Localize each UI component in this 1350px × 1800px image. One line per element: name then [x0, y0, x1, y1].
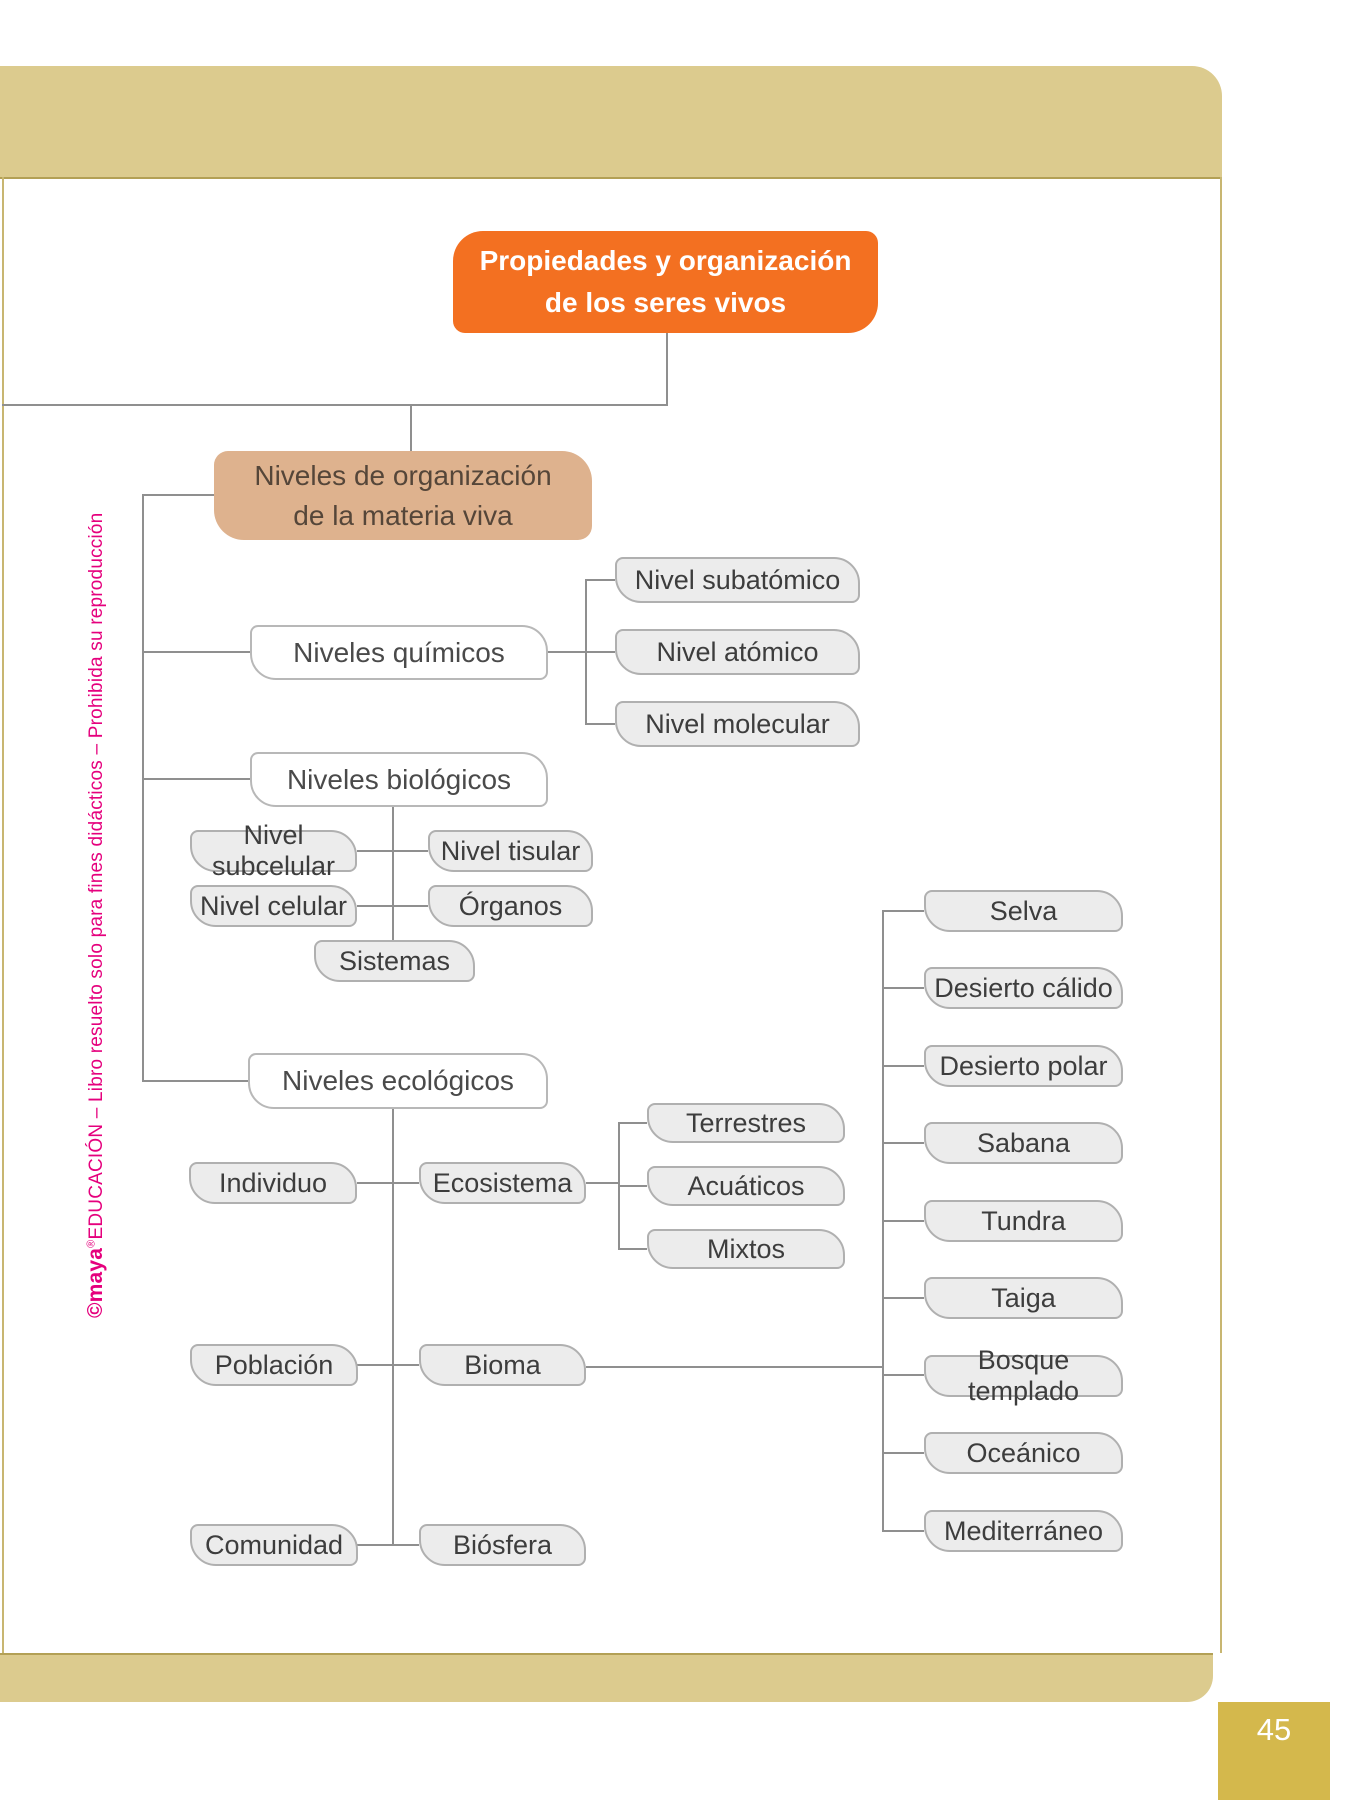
label-ecosistema: Ecosistema [432, 1167, 573, 1198]
node-niveles-biologicos [250, 752, 548, 807]
node-selva [924, 890, 1123, 932]
node-nivel-subcelular [190, 820, 357, 881]
connector [548, 651, 585, 653]
watermark-text: EDUCACIÓN – Libro resuelto solo para fines didácticos – Prohibida su reproducción [86, 512, 107, 1240]
connector [142, 651, 250, 653]
connector [357, 1182, 419, 1184]
label-poblacion: Población [214, 1349, 334, 1380]
label-desierto-polar: Desierto polar [939, 1050, 1108, 1081]
label-bioma: Bioma [464, 1349, 541, 1380]
node-nivel-molecular [615, 701, 860, 747]
connector [882, 1220, 924, 1222]
node-sabana [924, 1122, 1123, 1164]
connector [2, 404, 668, 406]
label-sistemas: Sistemas [338, 945, 451, 976]
connector [585, 579, 615, 581]
node-individuo [189, 1162, 357, 1204]
node-ecosistema [419, 1162, 586, 1204]
connector [882, 1452, 924, 1454]
node-taiga [924, 1277, 1123, 1319]
label-biosfera: Biósfera [452, 1529, 553, 1560]
node-organos [428, 885, 593, 927]
page-number: 45 [1218, 1702, 1330, 1800]
label-nivel-celular: Nivel celular [199, 890, 348, 921]
connector [882, 1530, 924, 1532]
node-terrestres [647, 1103, 845, 1143]
page-border-right [1220, 177, 1222, 1653]
connector [142, 494, 214, 496]
node-mediterraneo [924, 1510, 1123, 1552]
connector [882, 1142, 924, 1144]
label-niveles-quimicos: Niveles químicos [293, 636, 505, 668]
root-title-line2: de los seres vivos [544, 287, 787, 318]
node-desierto-calido [924, 967, 1123, 1009]
label-bosque-templado: Bosque templado [967, 1345, 1080, 1406]
connector [666, 333, 668, 405]
connector [618, 1122, 647, 1124]
connector [142, 1080, 248, 1082]
connector [357, 905, 428, 907]
label-nivel-molecular: Nivel molecular [645, 708, 830, 739]
node-nivel-celular [190, 885, 357, 927]
root-title-line1: Propiedades y organización [479, 245, 852, 276]
node-tundra [924, 1200, 1123, 1242]
node-comunidad [190, 1524, 358, 1566]
node-propiedades-root [453, 231, 878, 333]
connector [618, 1248, 647, 1250]
node-sistemas [314, 940, 475, 982]
org-line2: de la materia viva [293, 499, 513, 531]
connector [392, 1109, 394, 1546]
node-nivel-atomico [615, 629, 860, 675]
connector [410, 404, 412, 451]
connector [882, 910, 924, 912]
node-bioma [419, 1344, 586, 1386]
label-nivel-tisular: Nivel tisular [440, 835, 581, 866]
node-mixtos [647, 1229, 845, 1269]
footer-band [0, 1653, 1213, 1702]
label-mediterraneo: Mediterráneo [943, 1515, 1104, 1546]
connector [585, 651, 615, 653]
label-selva: Selva [989, 895, 1058, 926]
connector [618, 1185, 647, 1187]
connector [882, 1065, 924, 1067]
label-taiga: Taiga [991, 1282, 1056, 1313]
connector [585, 723, 615, 725]
connector-spine [142, 494, 144, 1082]
org-line1: Niveles de organización [254, 459, 552, 491]
connector [357, 1544, 419, 1546]
node-bosque-templado [924, 1345, 1123, 1406]
label-sabana: Sabana [976, 1127, 1071, 1158]
header-band [0, 66, 1222, 179]
connector [142, 778, 250, 780]
connector [882, 1374, 924, 1376]
label-desierto-calido: Desierto cálido [934, 972, 1113, 1003]
label-niveles-biologicos: Niveles biológicos [286, 763, 512, 795]
connector-bioma-line [586, 1366, 883, 1368]
node-acuaticos [647, 1166, 845, 1206]
node-nivel-tisular [428, 830, 593, 872]
page-border-left [2, 177, 4, 1653]
maya-logo: ©maya [84, 1247, 107, 1318]
label-nivel-subcelular: Nivel subcelular [211, 820, 336, 881]
label-mixtos: Mixtos [706, 1233, 785, 1264]
connector [357, 850, 428, 852]
label-nivel-atomico: Nivel atómico [656, 636, 819, 667]
registered-mark: ® [85, 1239, 98, 1248]
label-comunidad: Comunidad [204, 1529, 344, 1560]
node-poblacion [190, 1344, 358, 1386]
label-terrestres: Terrestres [685, 1107, 807, 1138]
node-desierto-polar [924, 1045, 1123, 1087]
connector [392, 807, 394, 940]
label-oceanico: Oceánico [966, 1437, 1081, 1468]
label-nivel-subatomico: Nivel subatómico [634, 564, 841, 595]
node-biosfera [419, 1524, 586, 1566]
connector [586, 1182, 618, 1184]
label-niveles-ecologicos: Niveles ecológicos [282, 1065, 514, 1096]
node-niveles-ecologicos [248, 1053, 548, 1109]
connector [882, 987, 924, 989]
label-individuo: Individuo [218, 1167, 328, 1198]
label-organos: Órganos [458, 890, 563, 921]
connector [882, 1297, 924, 1299]
node-nivel-subatomico [615, 557, 860, 603]
node-oceanico [924, 1432, 1123, 1474]
copyright-watermark [84, 513, 108, 1318]
label-acuaticos: Acuáticos [687, 1170, 805, 1201]
node-niveles-quimicos [250, 625, 548, 680]
label-tundra: Tundra [981, 1205, 1066, 1236]
connector [357, 1364, 419, 1366]
node-niveles-organizacion [214, 451, 592, 540]
